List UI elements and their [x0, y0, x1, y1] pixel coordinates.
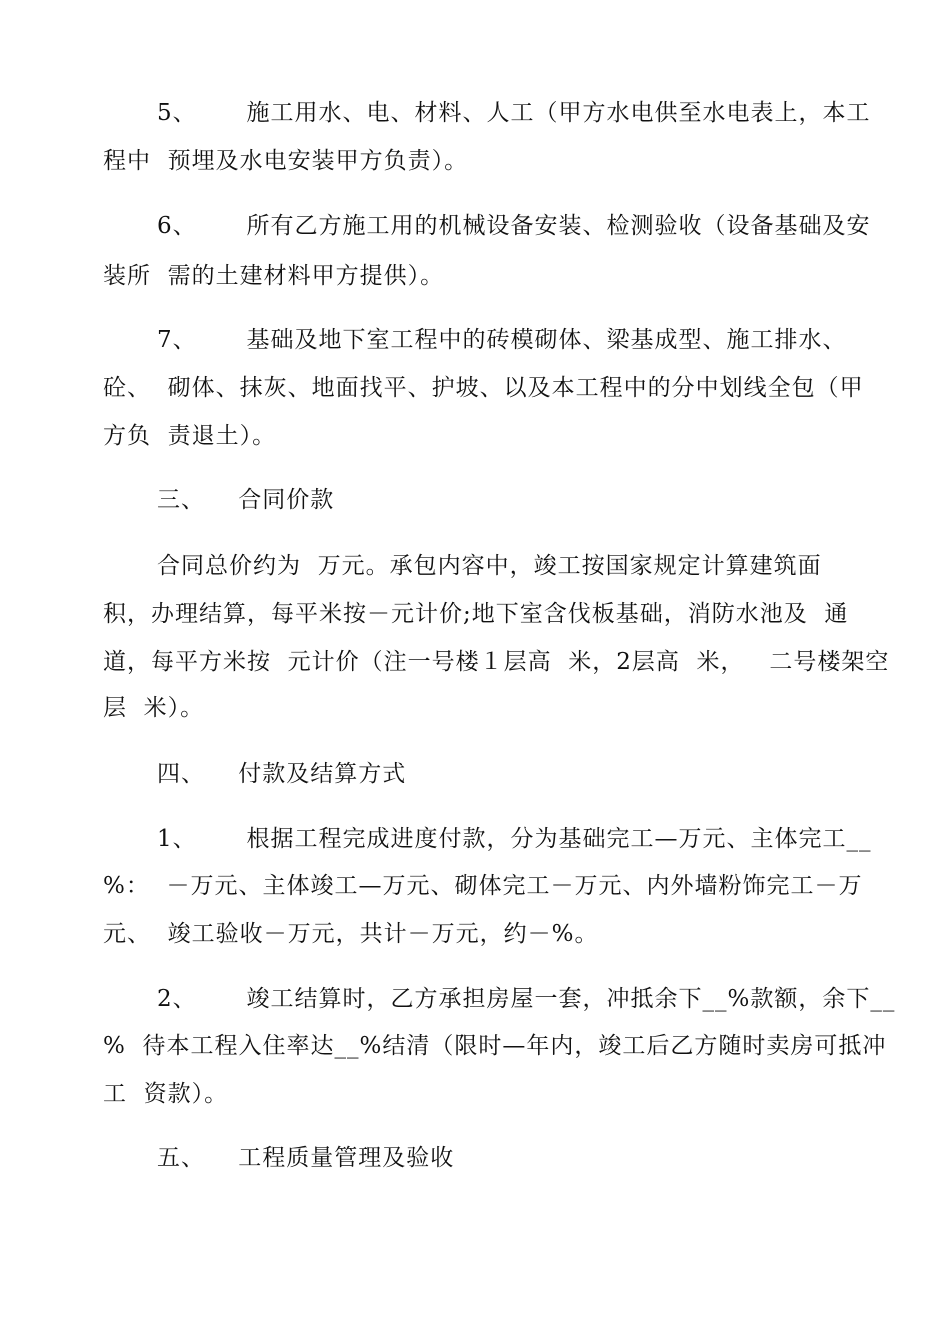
section5-heading: 五、 工程质量管理及验收: [157, 1145, 455, 1171]
section3-heading: 三、 合同价款: [157, 487, 335, 513]
pay1-line1: 1、 根据工程完成进度付款，分为基础完工—万元、主体完工__: [157, 826, 872, 852]
item7-line2: 砼、 砌体、抹灰、地面找平、护坡、以及本工程中的分中划线全包（甲: [103, 375, 864, 401]
item6-line1: 6、 所有乙方施工用的机械设备安装、检测验收（设备基础及安: [157, 213, 871, 239]
price-line3: 道，每平方米按 元计价（注一号楼１层高 米，2层高 米， 二号楼架空: [103, 649, 890, 675]
item7-line3: 方负 责退土）。: [103, 423, 277, 449]
pay2-line1: 2、 竣工结算时，乙方承担房屋一套，冲抵余下__%款额，余下__: [157, 986, 896, 1012]
item5-line2: 程中 预埋及水电安装甲方负责）。: [103, 148, 469, 174]
price-line4: 层 米）。: [103, 695, 205, 721]
pay2-line3: 工 资款）。: [103, 1081, 229, 1107]
section4-heading: 四、 付款及结算方式: [157, 761, 407, 787]
price-line1: 合同总价约为 万元。承包内容中，竣工按国家规定计算建筑面: [157, 553, 822, 579]
item5-line1: 5、 施工用水、电、材料、人工（甲方水电供至水电表上，本工: [157, 100, 871, 126]
pay1-line2: %： －万元、主体竣工—万元、砌体完工－万元、内外墙粉饰完工－万: [103, 873, 863, 899]
item7-line1: 7、 基础及地下室工程中的砖模砌体、梁基成型、施工排水、: [157, 327, 847, 353]
pay2-line2: % 待本工程入住率达__%结清（限时—年内，竣工后乙方随时卖房可抵冲: [103, 1033, 887, 1059]
price-line2: 积，办理结算，每平米按－元计价;地下室含伐板基础，消防水池及 通: [103, 601, 849, 627]
item6-line2: 装所 需的土建材料甲方提供）。: [103, 263, 445, 289]
pay1-line3: 元、 竣工验收－万元，共计－万元，约－%。: [103, 921, 599, 947]
